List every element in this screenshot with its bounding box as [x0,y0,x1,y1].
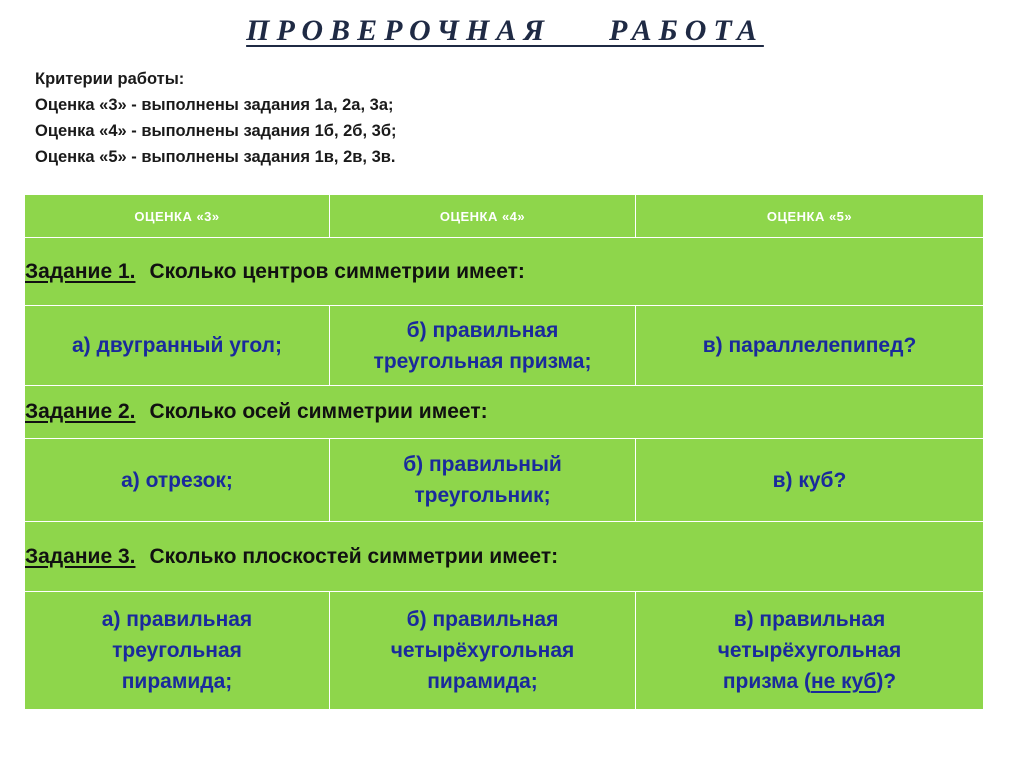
task-2-number: Задание 2. [25,400,136,423]
task-2-row [25,386,984,439]
not-cube-underlined: не куб [810,670,877,693]
task-3-option-c: в) правильная четырёхугольная призма (не куб)? [636,592,984,710]
page-title: ПРОВЕРОЧНАЯ РАБОТА [246,14,764,47]
task-3-option-b: б) правильная четырёхугольная пирамида; [330,592,636,710]
task-2-option-a: а) отрезок; [25,439,330,522]
tasks-table [24,194,984,710]
header-grade-5: ОЦЕНКА «5» [636,195,984,238]
task-3-cell [25,522,984,592]
task-2-options-row [25,439,984,522]
task-1-cell [25,238,984,306]
criteria-line-5: Оценка «5» - выполнены задания 1в, 2в, 3в. [35,148,396,166]
task-2-question: Сколько осей симметрии имеет: [149,400,488,423]
task-3-options-row [25,592,984,710]
task-2-option-c: в) куб? [636,439,984,522]
task-2-option-b: б) правильный треугольник; [330,439,636,522]
criteria-line-4: Оценка «4» - выполнены задания 1б, 2б, 3б; [35,122,397,140]
task-1-option-a: а) двугранный угол; [25,306,330,386]
task-3-question: Сколько плоскостей симметрии имеет: [149,544,559,568]
task-1-row [25,238,984,306]
task-1-question: Сколько центров симметрии имеет: [149,259,525,283]
table-header-row [25,195,984,238]
header-grade-4: ОЦЕНКА «4» [330,195,636,238]
task-3-row [25,522,984,592]
task-1-number: Задание 1. [25,259,136,283]
task-1-options-row [25,306,984,386]
task-1-option-c: в) параллелепипед? [636,306,984,386]
task-3-number: Задание 3. [25,544,136,568]
header-grade-3: ОЦЕНКА «3» [25,195,330,238]
task-1-option-b: б) правильная треугольная призма; [330,306,636,386]
criteria-heading: Критерии работы: [35,70,185,88]
task-2-cell [25,386,984,439]
criteria-block [35,66,397,170]
task-3-option-a: а) правильная треугольная пирамида; [25,592,330,710]
criteria-line-3: Оценка «3» - выполнены задания 1а, 2а, 3а; [35,96,394,114]
